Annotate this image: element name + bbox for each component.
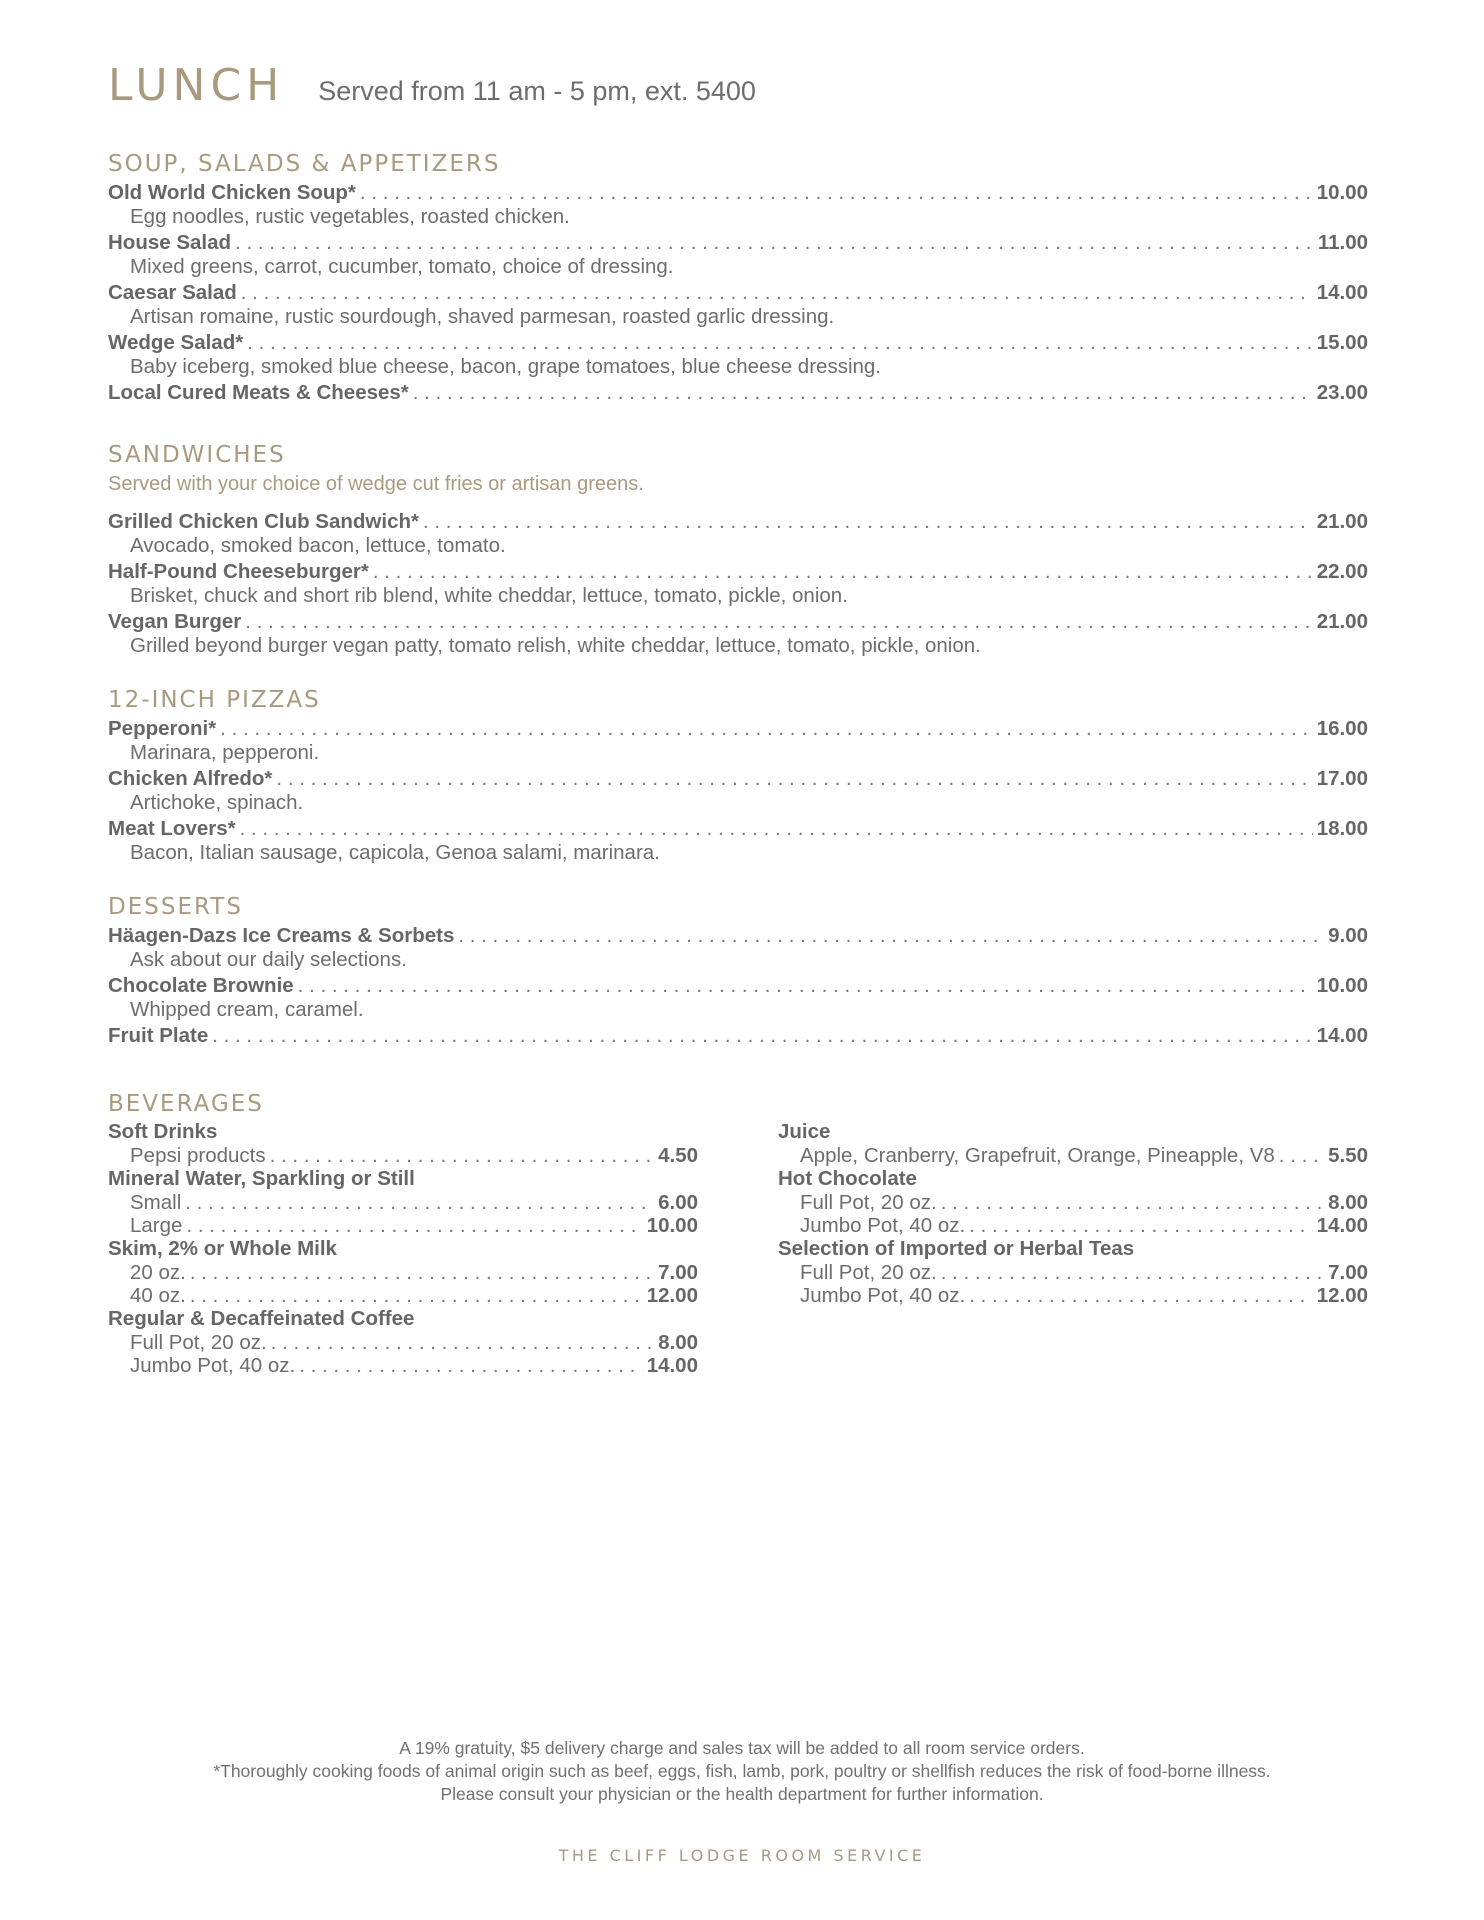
beverage-label: Jumbo Pot, 40 oz.	[800, 1284, 966, 1307]
item-name: Grilled Chicken Club Sandwich*	[108, 510, 419, 533]
menu-item	[108, 816, 1368, 865]
dot-leader	[241, 280, 1313, 305]
beverage-price: 8.00	[1328, 1191, 1368, 1214]
beverage-label: Jumbo Pot, 40 oz.	[800, 1214, 966, 1237]
item-description: Bacon, Italian sausage, capicola, Genoa salami, marinara.	[130, 841, 660, 864]
menu-header	[108, 60, 1368, 130]
menu-item-row	[108, 1023, 1368, 1048]
item-price: 9.00	[1328, 924, 1368, 947]
beverage-price: 6.00	[658, 1191, 698, 1214]
item-name: Local Cured Meats & Cheeses*	[108, 381, 409, 404]
menu-section	[108, 891, 1368, 1048]
beverages-section	[108, 1088, 1368, 1377]
dot-leader	[245, 609, 1312, 634]
menu-item	[108, 1023, 1368, 1048]
beverage-label: Apple, Cranberry, Grapefruit, Orange, Pineapple, V8	[800, 1144, 1275, 1167]
dot-leader	[298, 973, 1313, 998]
menu-item-row	[108, 559, 1368, 584]
dot-leader	[186, 1214, 642, 1237]
section-title: BEVERAGES	[108, 1091, 264, 1117]
menu-item	[108, 559, 1368, 608]
item-price: 17.00	[1316, 767, 1368, 790]
item-name: Wedge Salad*	[108, 331, 244, 354]
dot-leader	[423, 509, 1313, 534]
item-price: 21.00	[1316, 510, 1368, 533]
item-name: Meat Lovers*	[108, 817, 236, 840]
dot-leader	[212, 1023, 1312, 1048]
beverage-label: 40 oz.	[130, 1284, 186, 1307]
dot-leader	[235, 230, 1314, 255]
item-price: 22.00	[1316, 560, 1368, 583]
beverage-group	[778, 1120, 1368, 1167]
item-name: House Salad	[108, 231, 232, 254]
menu-item-row	[108, 180, 1368, 205]
health-warning: *Thoroughly cooking foods of animal origin such as beef, eggs, fish, lamb, pork, poultry or shellfish reduces the risk of food-borne illness.	[213, 1761, 1271, 1781]
dot-leader	[299, 1354, 642, 1377]
dot-leader	[271, 1331, 654, 1354]
menu-item-row	[108, 509, 1368, 534]
item-name: Caesar Salad	[108, 281, 237, 304]
beverage-group	[108, 1307, 698, 1377]
item-price: 18.00	[1316, 817, 1368, 840]
item-description: Baby iceberg, smoked blue cheese, bacon, grape tomatoes, blue cheese dressing.	[130, 355, 881, 378]
menu-item-row	[108, 330, 1368, 355]
beverage-label: Full Pot, 20 oz.	[800, 1261, 937, 1284]
item-description: Avocado, smoked bacon, lettuce, tomato.	[130, 534, 506, 557]
beverage-label: Full Pot, 20 oz.	[800, 1191, 937, 1214]
beverage-label: Full Pot, 20 oz.	[130, 1331, 267, 1354]
dot-leader	[941, 1261, 1324, 1284]
menu-item	[108, 380, 1368, 405]
dot-leader	[247, 330, 1312, 355]
menu-item-row	[108, 923, 1368, 948]
menu-item-row	[108, 766, 1368, 791]
beverage-label: Pepsi products	[130, 1144, 266, 1167]
item-description: Artisan romaine, rustic sourdough, shaved parmesan, roasted garlic dressing.	[130, 305, 835, 328]
item-name: Häagen-Dazs Ice Creams & Sorbets	[108, 924, 455, 947]
menu-item	[108, 280, 1368, 329]
dot-leader	[240, 816, 1313, 841]
beverage-group-title: Skim, 2% or Whole Milk	[108, 1237, 337, 1260]
beverage-row	[108, 1214, 698, 1237]
menu-item	[108, 180, 1368, 229]
menu-item-row	[108, 380, 1368, 405]
item-description: Egg noodles, rustic vegetables, roasted chicken.	[130, 205, 570, 228]
beverage-row	[108, 1191, 698, 1214]
item-description: Whipped cream, caramel.	[130, 998, 364, 1021]
dot-leader	[220, 716, 1312, 741]
dot-leader	[360, 180, 1313, 205]
section-title: 12-INCH PIZZAS	[108, 687, 321, 713]
section-title: SANDWICHES	[108, 442, 286, 468]
item-name: Fruit Plate	[108, 1024, 209, 1047]
beverage-label: 20 oz.	[130, 1261, 186, 1284]
beverage-row	[778, 1191, 1368, 1214]
beverage-group	[108, 1120, 698, 1167]
dot-leader	[190, 1284, 643, 1307]
beverage-group-title: Selection of Imported or Herbal Teas	[778, 1237, 1135, 1260]
menu-section	[108, 684, 1368, 865]
beverage-price: 14.00	[1316, 1214, 1368, 1237]
item-name: Chocolate Brownie	[108, 974, 294, 997]
menu-item	[108, 973, 1368, 1022]
dot-leader	[276, 766, 1312, 791]
beverage-price: 7.00	[658, 1261, 698, 1284]
dot-leader	[941, 1191, 1324, 1214]
service-hours: Served from 11 am - 5 pm, ext. 5400	[318, 76, 756, 106]
beverage-price: 5.50	[1328, 1144, 1368, 1167]
beverage-label: Large	[130, 1214, 183, 1237]
beverage-row	[108, 1144, 698, 1167]
dot-leader	[458, 923, 1324, 948]
item-name: Old World Chicken Soup*	[108, 181, 356, 204]
beverage-price: 10.00	[646, 1214, 698, 1237]
menu-sections	[108, 148, 1368, 1048]
item-price: 10.00	[1316, 974, 1368, 997]
beverage-price: 12.00	[1316, 1284, 1368, 1307]
beverage-group-title: Juice	[778, 1120, 831, 1143]
beverage-price: 4.50	[658, 1144, 698, 1167]
item-description: Ask about our daily selections.	[130, 948, 407, 971]
dot-leader	[190, 1261, 654, 1284]
section-note: Served with your choice of wedge cut fries or artisan greens.	[108, 473, 644, 495]
item-description: Mixed greens, carrot, cucumber, tomato, choice of dressing.	[130, 255, 674, 278]
menu-item	[108, 716, 1368, 765]
footer-notes	[0, 1737, 1484, 1806]
beverage-row	[108, 1354, 698, 1377]
dot-leader	[185, 1191, 654, 1214]
beverage-group-title: Mineral Water, Sparkling or Still	[108, 1167, 415, 1190]
beverage-column-left	[108, 1120, 698, 1377]
page-title: LUNCH	[108, 60, 285, 111]
beverage-group	[778, 1237, 1368, 1307]
menu-item	[108, 766, 1368, 815]
beverage-row	[778, 1284, 1368, 1307]
beverage-group	[108, 1237, 698, 1307]
menu-section	[108, 439, 1368, 658]
menu-item-row	[108, 230, 1368, 255]
dot-leader	[1279, 1144, 1324, 1167]
beverage-row	[108, 1284, 698, 1307]
item-price: 10.00	[1316, 181, 1368, 204]
menu-item-row	[108, 816, 1368, 841]
menu-item	[108, 609, 1368, 658]
beverage-price: 8.00	[658, 1331, 698, 1354]
item-price: 14.00	[1316, 1024, 1368, 1047]
beverage-column-right	[778, 1120, 1368, 1377]
beverage-price: 14.00	[646, 1354, 698, 1377]
menu-item-row	[108, 609, 1368, 634]
item-name: Half-Pound Cheeseburger*	[108, 560, 369, 583]
item-price: 21.00	[1316, 610, 1368, 633]
beverage-label: Small	[130, 1191, 182, 1214]
menu-item	[108, 330, 1368, 379]
health-advice: Please consult your physician or the health department for further information.	[440, 1784, 1044, 1804]
item-price: 15.00	[1316, 331, 1368, 354]
item-description: Marinara, pepperoni.	[130, 741, 320, 764]
dot-leader	[413, 380, 1313, 405]
item-description: Brisket, chuck and short rib blend, white cheddar, lettuce, tomato, pickle, onion.	[130, 584, 848, 607]
beverage-row	[108, 1331, 698, 1354]
gratuity-note: A 19% gratuity, $5 delivery charge and sales tax will be added to all room service orders.	[399, 1738, 1085, 1758]
item-price: 14.00	[1316, 281, 1368, 304]
item-name: Vegan Burger	[108, 610, 242, 633]
menu-section	[108, 148, 1368, 405]
dot-leader	[270, 1144, 654, 1167]
beverage-row	[778, 1214, 1368, 1237]
section-title: DESSERTS	[108, 894, 243, 920]
brand-footer: THE CLIFF LODGE ROOM SERVICE	[558, 1846, 926, 1865]
beverage-columns	[108, 1120, 1368, 1377]
beverage-group-title: Regular & Decaffeinated Coffee	[108, 1307, 415, 1330]
beverage-price: 12.00	[646, 1284, 698, 1307]
menu-item	[108, 509, 1368, 558]
item-price: 11.00	[1317, 231, 1368, 254]
dot-leader	[969, 1284, 1312, 1307]
item-description: Artichoke, spinach.	[130, 791, 304, 814]
beverage-group-title: Soft Drinks	[108, 1120, 218, 1143]
beverage-row	[108, 1261, 698, 1284]
beverage-row	[778, 1261, 1368, 1284]
beverage-group	[108, 1167, 698, 1237]
beverage-group-title: Hot Chocolate	[778, 1167, 917, 1190]
beverage-group	[778, 1167, 1368, 1237]
item-name: Chicken Alfredo*	[108, 767, 273, 790]
beverage-label: Jumbo Pot, 40 oz.	[130, 1354, 296, 1377]
dot-leader	[969, 1214, 1312, 1237]
menu-item	[108, 923, 1368, 972]
beverage-row	[778, 1144, 1368, 1167]
menu-page	[108, 60, 1368, 1377]
item-price: 16.00	[1316, 717, 1368, 740]
menu-item	[108, 230, 1368, 279]
menu-item-row	[108, 280, 1368, 305]
menu-item-row	[108, 973, 1368, 998]
menu-item-row	[108, 716, 1368, 741]
item-price: 23.00	[1316, 381, 1368, 404]
section-title: SOUP, SALADS & APPETIZERS	[108, 151, 501, 177]
dot-leader	[373, 559, 1313, 584]
item-description: Grilled beyond burger vegan patty, tomato relish, white cheddar, lettuce, tomato, pickle, onion.	[130, 634, 981, 657]
item-name: Pepperoni*	[108, 717, 217, 740]
beverage-price: 7.00	[1328, 1261, 1368, 1284]
